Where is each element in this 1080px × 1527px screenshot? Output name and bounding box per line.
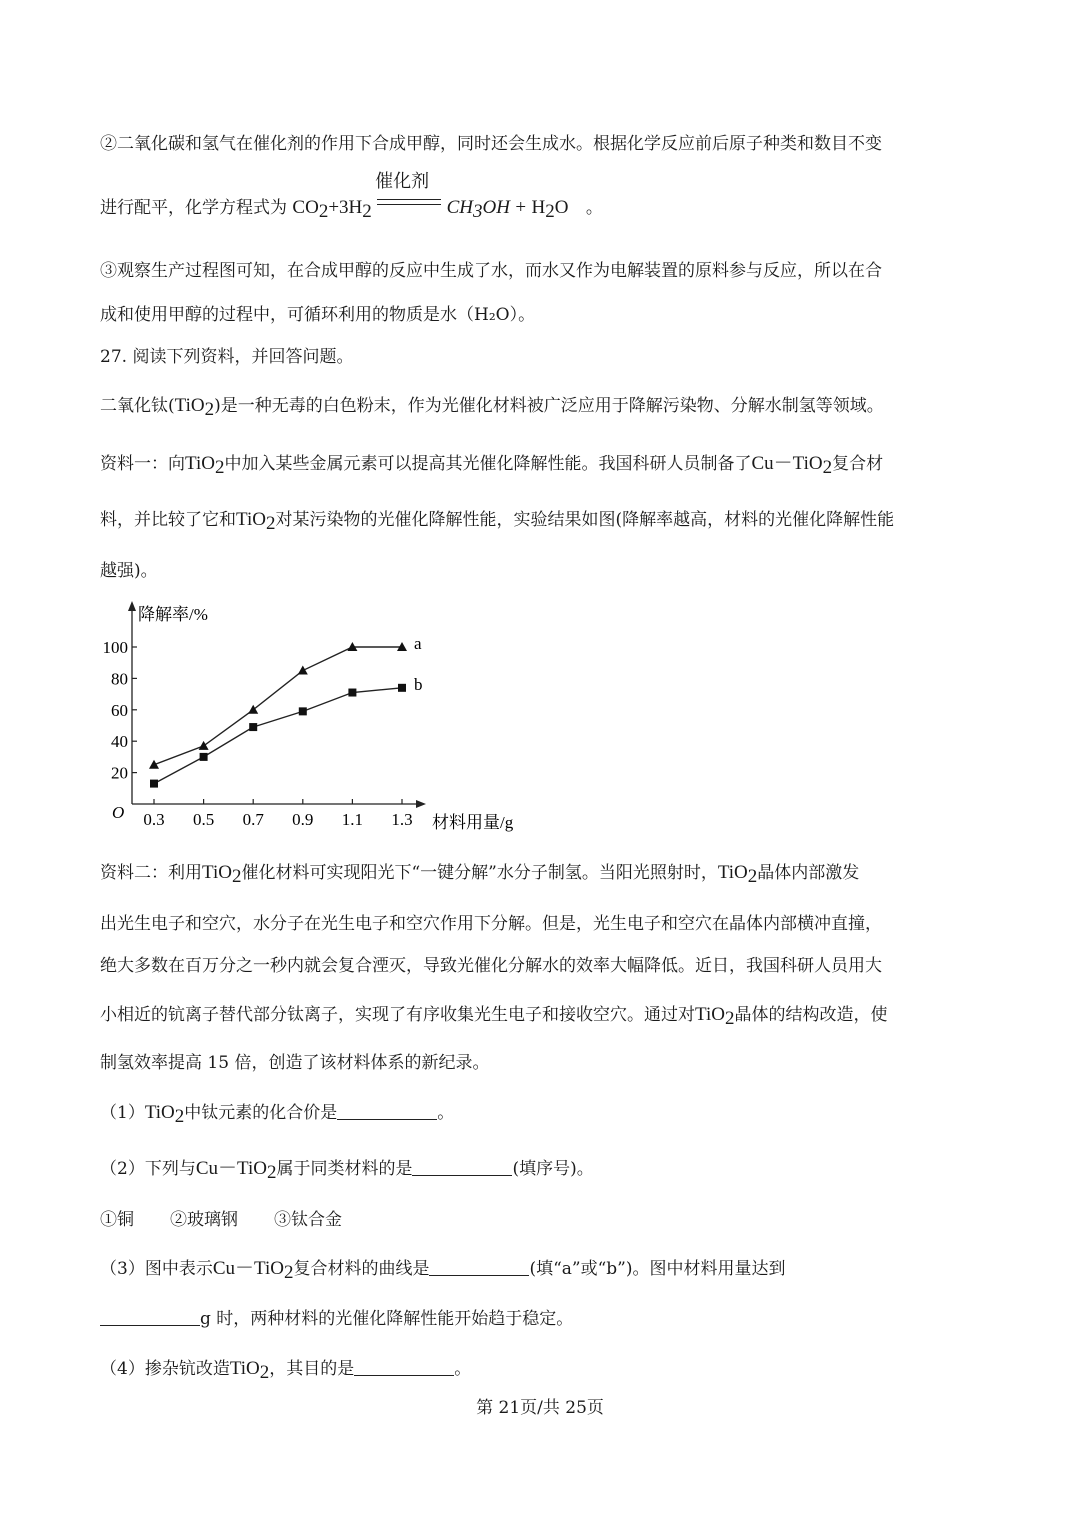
- x-tick-label: 0.7: [242, 810, 264, 829]
- material1-line3: 越强)。: [100, 561, 158, 581]
- y-axis-arrow: [128, 601, 136, 611]
- h2o-subscript: 2: [545, 201, 555, 222]
- intro-text-b: )是一种无毒的白色粉末，作为光催化材料被广泛应用于降解污染物、分解水制氢等领域。: [214, 396, 884, 416]
- q1-number: （1）: [100, 1103, 145, 1123]
- q2-option-2: ②玻璃钢: [170, 1210, 238, 1230]
- cu-tio2-formula: Cu－TiO: [195, 1158, 267, 1179]
- material2-line5: 制氢效率提高 15 倍，创造了该材料体系的新纪录。: [100, 1053, 490, 1073]
- answer-para-3-line1: ③观察生产过程图可知，在合成甲醇的反应中生成了水，而水又作为电解装置的原料参与反应，所以在合: [100, 261, 882, 281]
- tio2-formula: TiO: [185, 453, 215, 474]
- co2-subscript: 2: [318, 201, 329, 222]
- x-axis-label: 材料用量/g: [432, 813, 514, 832]
- series-a-point: [149, 760, 159, 769]
- m1-text-b: 中加入某些金属元素可以提高其光催化降解性能。我国科研人员制备了: [224, 454, 752, 474]
- q4-answer-blank[interactable]: [354, 1361, 454, 1376]
- series-b-point: [150, 780, 158, 788]
- tio2-formula: TiO: [229, 1358, 260, 1379]
- series-a-point: [199, 741, 209, 750]
- page-footer: 第 21页/共 25页: [476, 1398, 604, 1418]
- q2-text-a: （2）下列与: [100, 1159, 196, 1179]
- question-1: [100, 1102, 454, 1129]
- equation-prefix: 进行配平，化学方程式为: [100, 198, 287, 218]
- q2-option-3: ③钛合金: [274, 1210, 342, 1230]
- series-b-point: [200, 753, 208, 761]
- x-tick-label: 1.3: [391, 810, 413, 829]
- q3-text-a: （3）图中表示: [100, 1259, 213, 1279]
- q2-text-c: (填序号)。: [512, 1159, 594, 1179]
- cu-tio2-subscript: 2: [283, 1262, 294, 1283]
- tio2-subscript: 2: [214, 457, 225, 478]
- q4-text-a: （4）掺杂钪改造: [100, 1359, 230, 1379]
- y-axis-label: 降解率/%: [138, 605, 208, 624]
- tio2-subscript: 2: [231, 866, 242, 887]
- tio2-subscript: 2: [174, 1106, 185, 1127]
- x-tick-label: 0.5: [192, 810, 215, 829]
- tio2-formula: TiO: [144, 1102, 175, 1123]
- q1-text: 中钛元素的化合价是: [184, 1103, 338, 1123]
- tio2-subscript: 2: [747, 866, 758, 887]
- equation-arrow: [375, 171, 441, 209]
- cu-tio2-formula: Cu－TiO: [212, 1258, 284, 1279]
- q3-text-b: 复合材料的曲线是: [293, 1259, 430, 1279]
- m2-text-f: 小相近的钪离子替代部分钛离子，实现了有序收集光生电子和接收空穴。通过对: [100, 1005, 695, 1025]
- material2-line2: 出光生电子和空穴，水分子在光生电子和空穴作用下分解。但是，光生电子和空穴在晶体内部横冲直撞，: [100, 914, 882, 934]
- series-line-b: [154, 688, 402, 784]
- q1-answer-blank[interactable]: [337, 1105, 437, 1120]
- tio2-subscript: 2: [204, 399, 215, 420]
- material2-line1: [100, 862, 859, 889]
- q3-curve-blank[interactable]: [429, 1261, 529, 1276]
- ch3oh-part1: CH: [446, 197, 473, 218]
- m2-text-g: 晶体的结构改造，使: [734, 1005, 888, 1025]
- q4-text-b: ，其目的是: [269, 1359, 355, 1379]
- degradation-chart: [100, 598, 540, 838]
- tio2-formula: TiO: [695, 1004, 725, 1025]
- q3-amount-blank[interactable]: [100, 1311, 200, 1326]
- y-tick-label: 20: [111, 763, 128, 783]
- m2-text-c: 晶体内部激发: [757, 863, 860, 883]
- q2-text-b: 属于同类材料的是: [276, 1159, 413, 1179]
- material1-line2: [100, 509, 894, 536]
- tio2-formula: TiO: [236, 509, 266, 530]
- x-tick-label: 0.3: [143, 810, 165, 829]
- y-tick-label: 60: [111, 700, 128, 720]
- equation-double-line: [377, 199, 441, 205]
- answer-para-2-line1: ②二氧化碳和氢气在催化剂的作用下合成甲醇，同时还会生成水。根据化学反应前后原子种类和数目不变: [100, 134, 882, 154]
- tio2-formula: TiO: [202, 862, 232, 883]
- m1-text-c: 复合材: [832, 454, 884, 474]
- intro-text-a: 二氧化钛(: [100, 396, 175, 416]
- question-4: [100, 1358, 471, 1385]
- tio2-subscript: 2: [265, 513, 276, 534]
- x-axis-arrow: [416, 800, 426, 808]
- cu-tio2-formula: Cu－TiO: [751, 453, 823, 474]
- question-3-line2: [100, 1309, 573, 1329]
- x-tick-label: 0.9: [292, 810, 314, 829]
- q1-end: 。: [437, 1103, 455, 1123]
- tio2-formula: TiO: [717, 862, 748, 883]
- intro-line: [100, 395, 884, 422]
- series-b-point: [299, 707, 307, 715]
- ch3oh-subscript: 3: [472, 201, 483, 222]
- q2-options: [100, 1210, 342, 1230]
- y-tick-label: 40: [111, 732, 128, 752]
- x-tick-label: 1.1: [341, 810, 364, 829]
- series-line-a: [154, 647, 402, 765]
- material1-line1: [100, 453, 883, 480]
- tio2-subscript: 2: [724, 1008, 735, 1029]
- co2-formula: CO: [292, 197, 319, 218]
- tio2-formula: TiO: [174, 395, 205, 416]
- material2-line3: 绝大多数在百万分之一秒内就会复合湮灭，导致光催化分解水的效率大幅降低。近日，我国科研人员用大: [100, 956, 882, 976]
- m2-text-a: 资料二：利用: [100, 863, 202, 883]
- series-b-point: [348, 689, 356, 697]
- h2o-part2: O: [554, 197, 569, 218]
- q2-answer-blank[interactable]: [412, 1161, 512, 1176]
- plus-sign: +: [515, 197, 527, 218]
- h2o-part1: H: [531, 197, 546, 218]
- y-tick-label: 80: [111, 669, 128, 689]
- m1-text-d: 料，并比较了它和: [100, 510, 236, 530]
- catalyst-label: 催化剂: [375, 171, 430, 192]
- m1-text-e: 对某污染物的光催化降解性能，实验结果如图(降解率越高，材料的光催化降解性能: [275, 510, 895, 530]
- q4-end: 。: [454, 1359, 472, 1379]
- answer-para-2-line2: [100, 171, 603, 231]
- equation-end: 。: [585, 198, 603, 218]
- h2-subscript: 2: [362, 201, 372, 222]
- series-a-point: [298, 666, 308, 675]
- series-b-point: [398, 684, 406, 692]
- chemical-equation: [292, 171, 603, 222]
- q3-text-d: g 时，两种材料的光催化降解性能开始趋于稳定。: [200, 1309, 574, 1329]
- origin-label: O: [112, 803, 125, 822]
- m2-text-b: 催化材料可实现阳光下“一键分解”水分子制氢。当阳光照射时，: [241, 863, 718, 883]
- q3-text-c: (填“a”或“b”)。图中材料用量达到: [529, 1259, 786, 1279]
- question-2: [100, 1158, 594, 1185]
- series-label-b: b: [414, 674, 423, 694]
- series-b-point: [249, 723, 257, 731]
- question-title: 27. 阅读下列资料，并回答问题。: [100, 347, 354, 367]
- ch3oh-part2: OH: [482, 197, 510, 218]
- y-tick-label: 100: [102, 638, 128, 657]
- question-3-line1: [100, 1258, 786, 1285]
- series-label-a: a: [414, 634, 422, 653]
- q2-option-1: ①铜: [100, 1210, 134, 1230]
- cu-tio2-subscript: 2: [822, 457, 833, 478]
- material2-line4: [100, 1004, 887, 1031]
- tio2-subscript: 2: [259, 1362, 270, 1383]
- h2-formula: +3H: [328, 197, 363, 218]
- answer-para-3-line2: 成和使用甲醇的过程中，可循环利用的物质是水（H₂O）。: [100, 305, 536, 325]
- m1-text-a: 资料一：向: [100, 454, 185, 474]
- cu-tio2-subscript: 2: [266, 1162, 277, 1183]
